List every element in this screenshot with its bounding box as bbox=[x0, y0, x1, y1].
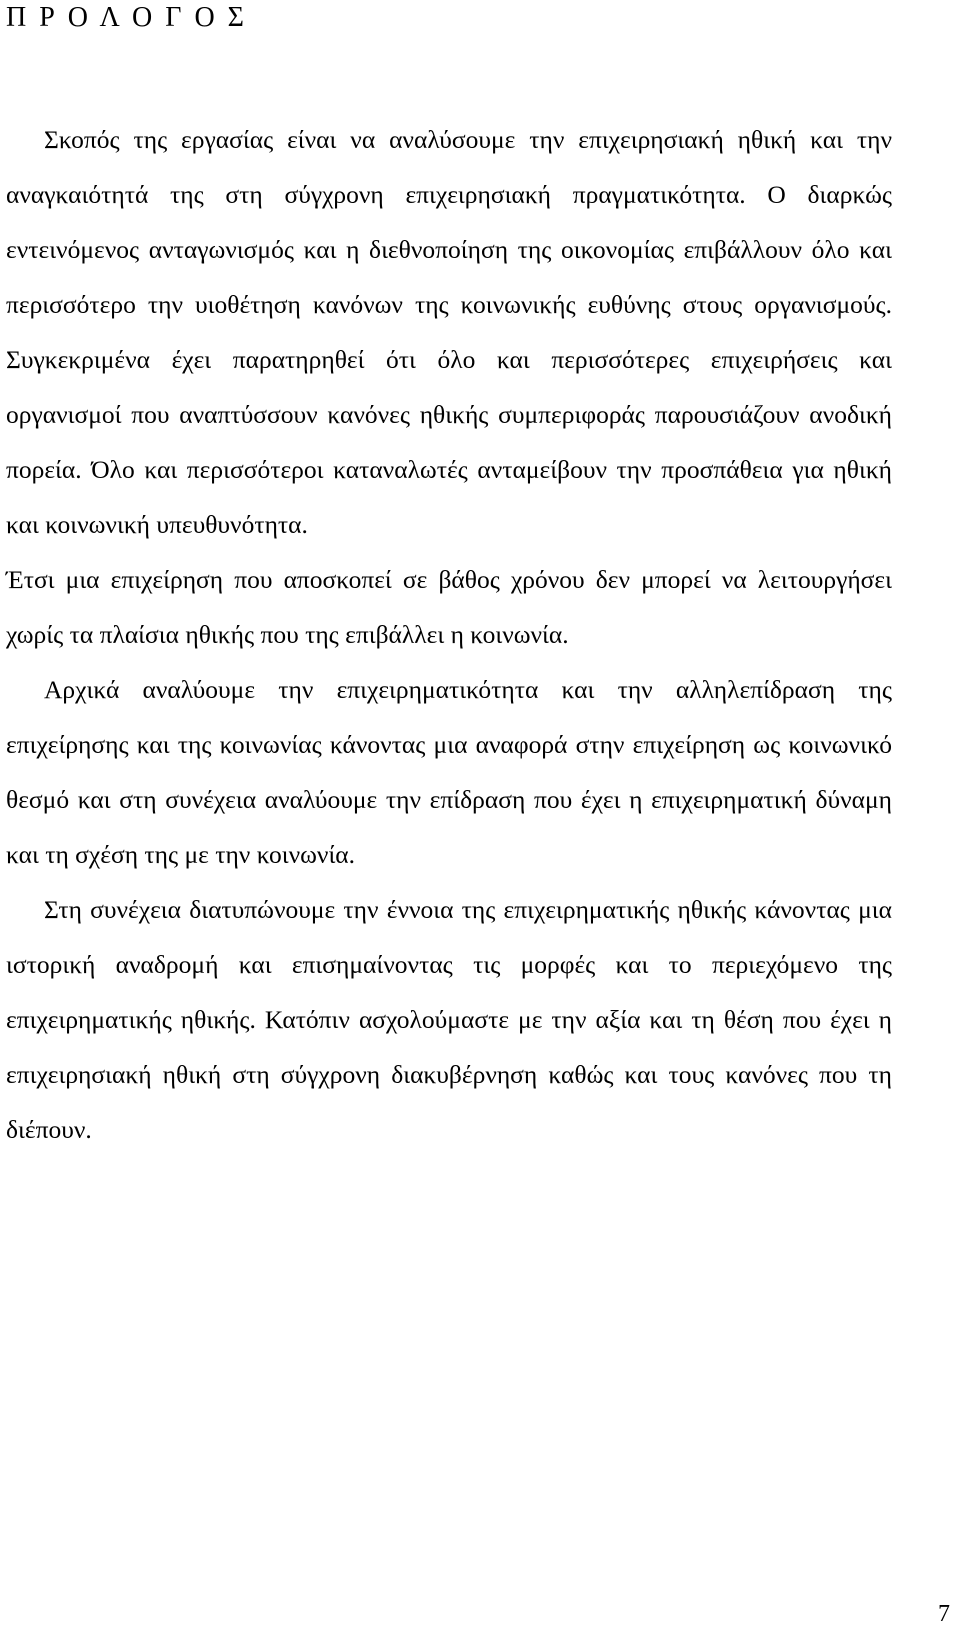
body-text bbox=[6, 112, 892, 1157]
paragraph-ethics-concept: Στη συνέχεια διατυπώνουμε την έννοια της επιχειρηματικής ηθικής κάνοντας μια ιστορική αναδρομή και επισημαίνοντας τις μορφές και το περιεχόμενο της επιχειρηματικής ηθικής. Κατόπιν ασχολούμαστε με την αξία και τη θέση που έχει η επιχειρησιακή ηθική στη σύγχρονη διακυβέρνηση καθώς και τους κανόνες που τη διέπουν. bbox=[6, 895, 892, 1144]
paragraph-business-ethics-society: Έτσι μια επιχείρηση που αποσκοπεί σε βάθος χρόνου δεν μπορεί να λειτουργήσει χωρίς τα πλαίσια ηθικής που της επιβάλλει η κοινωνία. bbox=[6, 565, 892, 649]
paragraph-purpose: Σκοπός της εργασίας είναι να αναλύσουμε την επιχειρησιακή ηθική και την αναγκαιότητά της στη σύγχρονη επιχειρησιακή πραγματικότητα. Ο διαρκώς εντεινόμενος ανταγωνισμός και η διεθνοποίηση της οικονομίας επιβάλλουν όλο και περισσότερο την υιοθέτηση κανόνων της κοινωνικής ευθύνης στους οργανισμούς. Συγκεκριμένα έχει παρατηρηθεί ότι όλο και περισσότερες επιχειρήσεις και οργανισμοί που αναπτύσσουν κανόνες ηθικής συμπεριφοράς παρουσιάζουν ανοδική πορεία. Όλο και περισσότεροι καταναλωτές ανταμείβουν την προσπάθεια για ηθική και κοινωνική υπευθυνότητα. bbox=[6, 125, 892, 539]
page-number: 7 bbox=[938, 1601, 950, 1627]
paragraph-entrepreneurship: Αρχικά αναλύουμε την επιχειρηματικότητα και την αλληλεπίδραση της επιχείρησης και της κοινωνίας κάνοντας μια αναφορά στην επιχείρηση ως κοινωνικό θεσμό και στη συνέχεια αναλύουμε την επίδραση που έχει η επιχειρηματική δύναμη και τη σχέση της με την κοινωνία. bbox=[6, 675, 892, 869]
page-title: Π Ρ Ο Λ Ο Γ Ο Σ bbox=[6, 2, 247, 33]
